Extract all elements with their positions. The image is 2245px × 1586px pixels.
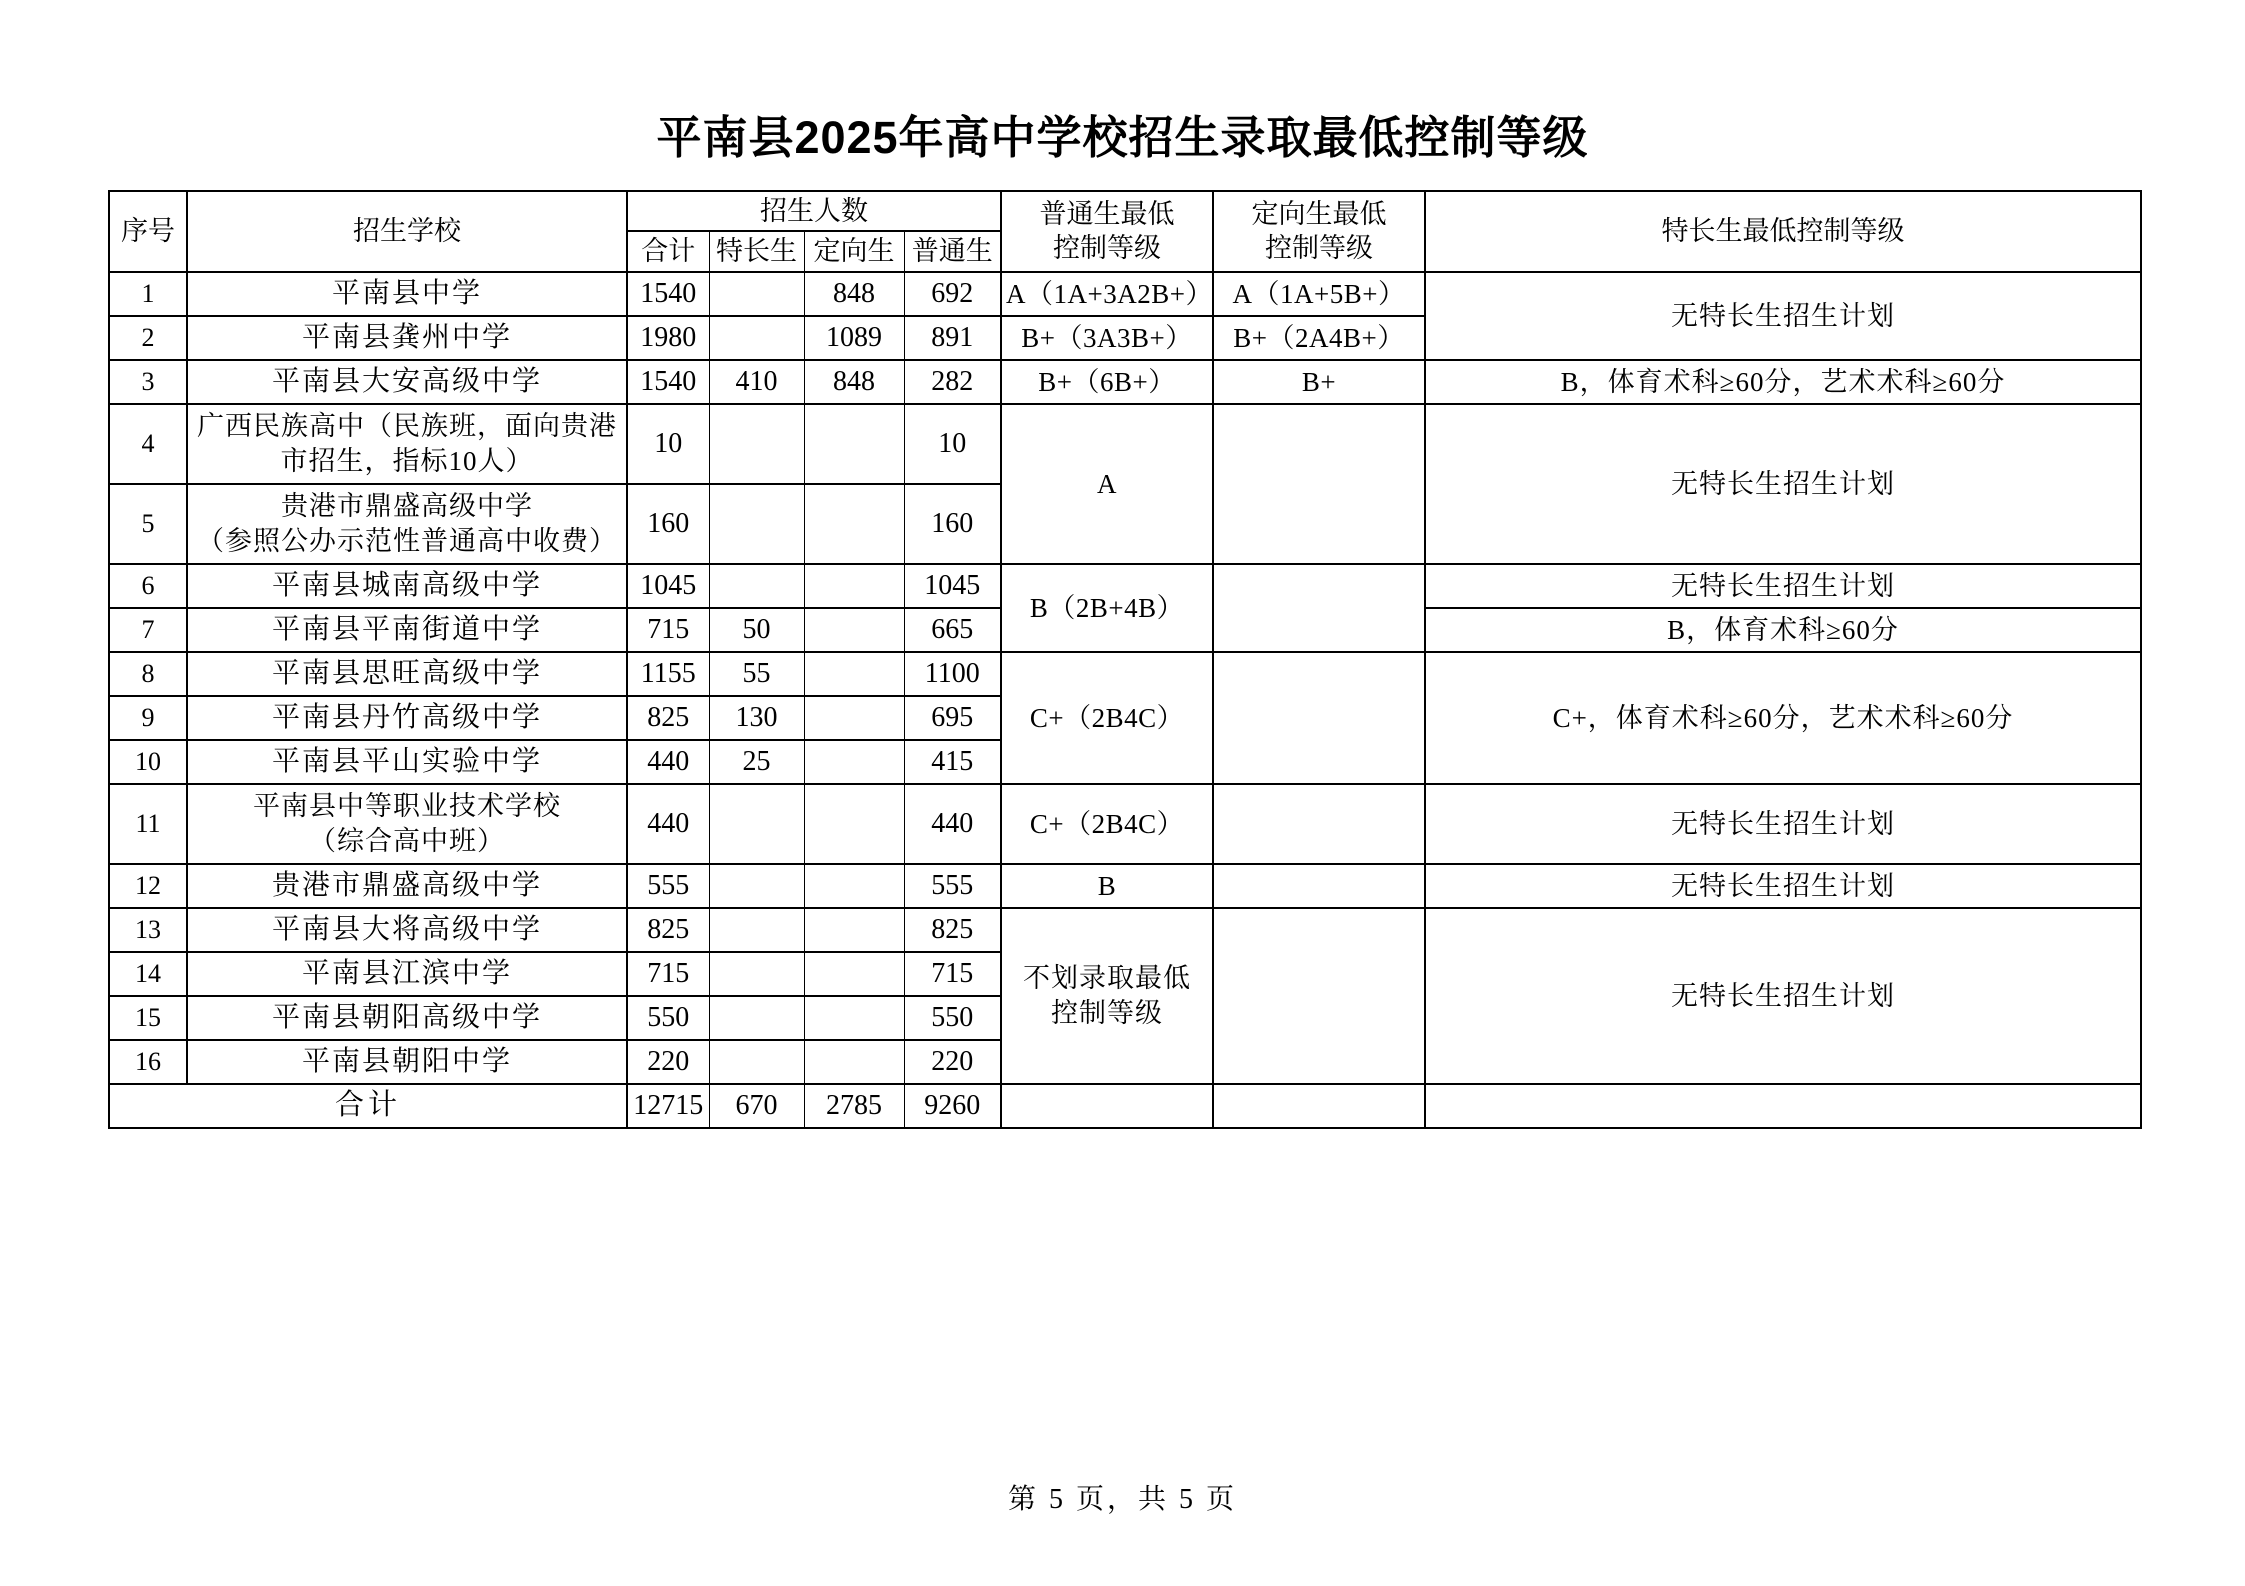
cell-talent — [709, 272, 804, 316]
header-general-grade — [1001, 191, 1213, 272]
cell-seq: 16 — [109, 1040, 187, 1084]
cell-school — [187, 404, 627, 484]
cell-summary-talent-grade — [1425, 1084, 2141, 1128]
cell-directed-grade: A（1A+5B+） — [1213, 272, 1425, 316]
cell-talent-grade: 无特长生招生计划 — [1425, 404, 2141, 564]
cell-general-grade: B（2B+4B） — [1001, 564, 1213, 652]
cell-general-grade-line2: 控制等级 — [1051, 997, 1163, 1028]
cell-school: 贵港市鼎盛高级中学 — [187, 864, 627, 908]
cell-school: 平南县中学 — [187, 272, 627, 316]
cell-talent — [709, 404, 804, 484]
cell-general: 692 — [904, 272, 1001, 316]
cell-general-grade: B — [1001, 864, 1213, 908]
cell-total: 825 — [627, 908, 709, 952]
cell-directed: 848 — [804, 272, 904, 316]
header-general: 普通生 — [904, 231, 1001, 272]
cell-general: 220 — [904, 1040, 1001, 1084]
cell-school-line2: （参照公办示范性普通高中收费） — [197, 525, 617, 556]
cell-directed-grade: B+（2A4B+） — [1213, 316, 1425, 360]
cell-seq: 8 — [109, 652, 187, 696]
cell-general: 10 — [904, 404, 1001, 484]
cell-total: 1045 — [627, 564, 709, 608]
cell-seq: 4 — [109, 404, 187, 484]
cell-general: 415 — [904, 740, 1001, 784]
cell-directed — [804, 404, 904, 484]
cell-directed — [804, 952, 904, 996]
cell-general-grade: B+（3A3B+） — [1001, 316, 1213, 360]
cell-directed-grade — [1213, 784, 1425, 864]
cell-directed-grade — [1213, 404, 1425, 564]
table-row — [109, 404, 2141, 484]
cell-talent-grade: 无特长生招生计划 — [1425, 272, 2141, 360]
cell-summary-directed: 2785 — [804, 1084, 904, 1128]
header-talent-grade: 特长生最低控制等级 — [1425, 191, 2141, 272]
admission-control-grade-table — [108, 190, 2142, 1129]
cell-school: 平南县江滨中学 — [187, 952, 627, 996]
cell-seq: 10 — [109, 740, 187, 784]
cell-talent-grade: B，体育术科≥60分 — [1425, 608, 2141, 652]
cell-school: 平南县平南街道中学 — [187, 608, 627, 652]
cell-total: 440 — [627, 784, 709, 864]
header-school: 招生学校 — [187, 191, 627, 272]
cell-talent: 55 — [709, 652, 804, 696]
header-directed-grade — [1213, 191, 1425, 272]
cell-directed — [804, 1040, 904, 1084]
cell-directed — [804, 996, 904, 1040]
table-row — [109, 908, 2141, 952]
cell-total: 550 — [627, 996, 709, 1040]
cell-general-grade: C+（2B4C） — [1001, 652, 1213, 784]
cell-seq: 11 — [109, 784, 187, 864]
page-footer: 第 5 页，共 5 页 — [1007, 1484, 1237, 1515]
cell-school — [187, 484, 627, 564]
cell-total: 1540 — [627, 272, 709, 316]
cell-directed: 1089 — [804, 316, 904, 360]
page-title: 平南县2025年高中学校招生录取最低控制等级 — [656, 112, 1589, 163]
cell-seq: 13 — [109, 908, 187, 952]
cell-school-line2: 市招生，指标10人） — [280, 445, 534, 476]
cell-summary-general: 9260 — [904, 1084, 1001, 1128]
cell-general: 891 — [904, 316, 1001, 360]
cell-total: 825 — [627, 696, 709, 740]
cell-general: 282 — [904, 360, 1001, 404]
header-directed: 定向生 — [804, 231, 904, 272]
cell-talent — [709, 908, 804, 952]
cell-general: 825 — [904, 908, 1001, 952]
cell-directed — [804, 484, 904, 564]
cell-seq: 12 — [109, 864, 187, 908]
cell-school: 平南县朝阳高级中学 — [187, 996, 627, 1040]
table-row — [109, 272, 2141, 316]
header-general-grade-line2: 控制等级 — [1053, 233, 1161, 264]
cell-directed — [804, 608, 904, 652]
cell-general: 665 — [904, 608, 1001, 652]
table-header — [109, 191, 2141, 272]
cell-total: 715 — [627, 952, 709, 996]
cell-seq: 3 — [109, 360, 187, 404]
cell-directed-grade — [1213, 864, 1425, 908]
cell-talent-grade: 无特长生招生计划 — [1425, 784, 2141, 864]
cell-seq: 2 — [109, 316, 187, 360]
cell-school: 平南县龚州中学 — [187, 316, 627, 360]
cell-seq: 1 — [109, 272, 187, 316]
header-directed-grade-line2: 控制等级 — [1265, 233, 1373, 264]
cell-talent — [709, 564, 804, 608]
cell-total: 220 — [627, 1040, 709, 1084]
cell-school-line1: 广西民族高中（民族班，面向贵港 — [197, 411, 617, 442]
cell-general: 550 — [904, 996, 1001, 1040]
cell-talent-grade: 无特长生招生计划 — [1425, 908, 2141, 1084]
header-seq: 序号 — [109, 191, 187, 272]
cell-general: 1045 — [904, 564, 1001, 608]
cell-directed-grade — [1213, 564, 1425, 652]
header-enroll-group: 招生人数 — [627, 191, 1001, 232]
cell-school-line1: 平南县中等职业技术学校 — [253, 791, 561, 822]
table-row — [109, 564, 2141, 608]
cell-total: 10 — [627, 404, 709, 484]
cell-talent: 50 — [709, 608, 804, 652]
cell-general-grade: A — [1001, 404, 1213, 564]
header-general-grade-line1: 普通生最低 — [1039, 198, 1175, 229]
cell-general-grade — [1001, 908, 1213, 1084]
cell-directed — [804, 864, 904, 908]
cell-school-line2: （综合高中班） — [309, 825, 505, 856]
cell-general: 1100 — [904, 652, 1001, 696]
cell-school: 平南县思旺高级中学 — [187, 652, 627, 696]
cell-summary-general-grade — [1001, 1084, 1213, 1128]
cell-directed — [804, 564, 904, 608]
cell-talent — [709, 1040, 804, 1084]
cell-seq: 5 — [109, 484, 187, 564]
cell-total: 1980 — [627, 316, 709, 360]
cell-general-grade: B+（6B+） — [1001, 360, 1213, 404]
cell-seq: 7 — [109, 608, 187, 652]
cell-general: 695 — [904, 696, 1001, 740]
cell-talent — [709, 784, 804, 864]
table-row — [109, 360, 2141, 404]
cell-school-line1: 贵港市鼎盛高级中学 — [281, 491, 533, 522]
cell-school: 平南县朝阳中学 — [187, 1040, 627, 1084]
table-row — [109, 652, 2141, 696]
table-container — [0, 190, 2245, 1129]
cell-seq: 9 — [109, 696, 187, 740]
cell-directed: 848 — [804, 360, 904, 404]
cell-school: 平南县丹竹高级中学 — [187, 696, 627, 740]
cell-school: 平南县城南高级中学 — [187, 564, 627, 608]
cell-directed-grade: B+ — [1213, 360, 1425, 404]
cell-total: 160 — [627, 484, 709, 564]
cell-talent — [709, 316, 804, 360]
cell-talent — [709, 864, 804, 908]
cell-talent — [709, 996, 804, 1040]
cell-total: 440 — [627, 740, 709, 784]
cell-general: 440 — [904, 784, 1001, 864]
cell-summary-talent: 670 — [709, 1084, 804, 1128]
cell-seq: 15 — [109, 996, 187, 1040]
cell-directed — [804, 740, 904, 784]
cell-general-grade: C+（2B4C） — [1001, 784, 1213, 864]
cell-summary-directed-grade — [1213, 1084, 1425, 1128]
cell-summary-total: 12715 — [627, 1084, 709, 1128]
cell-talent-grade: 无特长生招生计划 — [1425, 864, 2141, 908]
header-talent: 特长生 — [709, 231, 804, 272]
cell-directed — [804, 696, 904, 740]
cell-total: 715 — [627, 608, 709, 652]
header-directed-grade-line1: 定向生最低 — [1251, 198, 1387, 229]
table-summary-row — [109, 1084, 2141, 1128]
cell-talent: 410 — [709, 360, 804, 404]
cell-school — [187, 784, 627, 864]
cell-general: 715 — [904, 952, 1001, 996]
header-total: 合计 — [627, 231, 709, 272]
cell-talent — [709, 484, 804, 564]
cell-talent-grade: C+，体育术科≥60分，艺术术科≥60分 — [1425, 652, 2141, 784]
cell-school: 平南县大将高级中学 — [187, 908, 627, 952]
cell-directed — [804, 652, 904, 696]
cell-talent: 25 — [709, 740, 804, 784]
cell-talent-grade: B，体育术科≥60分，艺术术科≥60分 — [1425, 360, 2141, 404]
cell-general: 555 — [904, 864, 1001, 908]
cell-talent: 130 — [709, 696, 804, 740]
cell-general-grade-line1: 不划录取最低 — [1023, 963, 1191, 994]
cell-directed-grade — [1213, 908, 1425, 1084]
cell-total: 1540 — [627, 360, 709, 404]
cell-total: 555 — [627, 864, 709, 908]
cell-talent — [709, 952, 804, 996]
table-body — [109, 272, 2141, 1128]
cell-summary-label: 合计 — [109, 1084, 627, 1128]
cell-general: 160 — [904, 484, 1001, 564]
cell-seq: 14 — [109, 952, 187, 996]
cell-directed-grade — [1213, 652, 1425, 784]
cell-talent-grade: 无特长生招生计划 — [1425, 564, 2141, 608]
cell-seq: 6 — [109, 564, 187, 608]
cell-school: 平南县平山实验中学 — [187, 740, 627, 784]
cell-school: 平南县大安高级中学 — [187, 360, 627, 404]
table-row — [109, 864, 2141, 908]
cell-directed — [804, 784, 904, 864]
table-row — [109, 784, 2141, 864]
cell-total: 1155 — [627, 652, 709, 696]
cell-general-grade: A（1A+3A2B+） — [1001, 272, 1213, 316]
cell-directed — [804, 908, 904, 952]
